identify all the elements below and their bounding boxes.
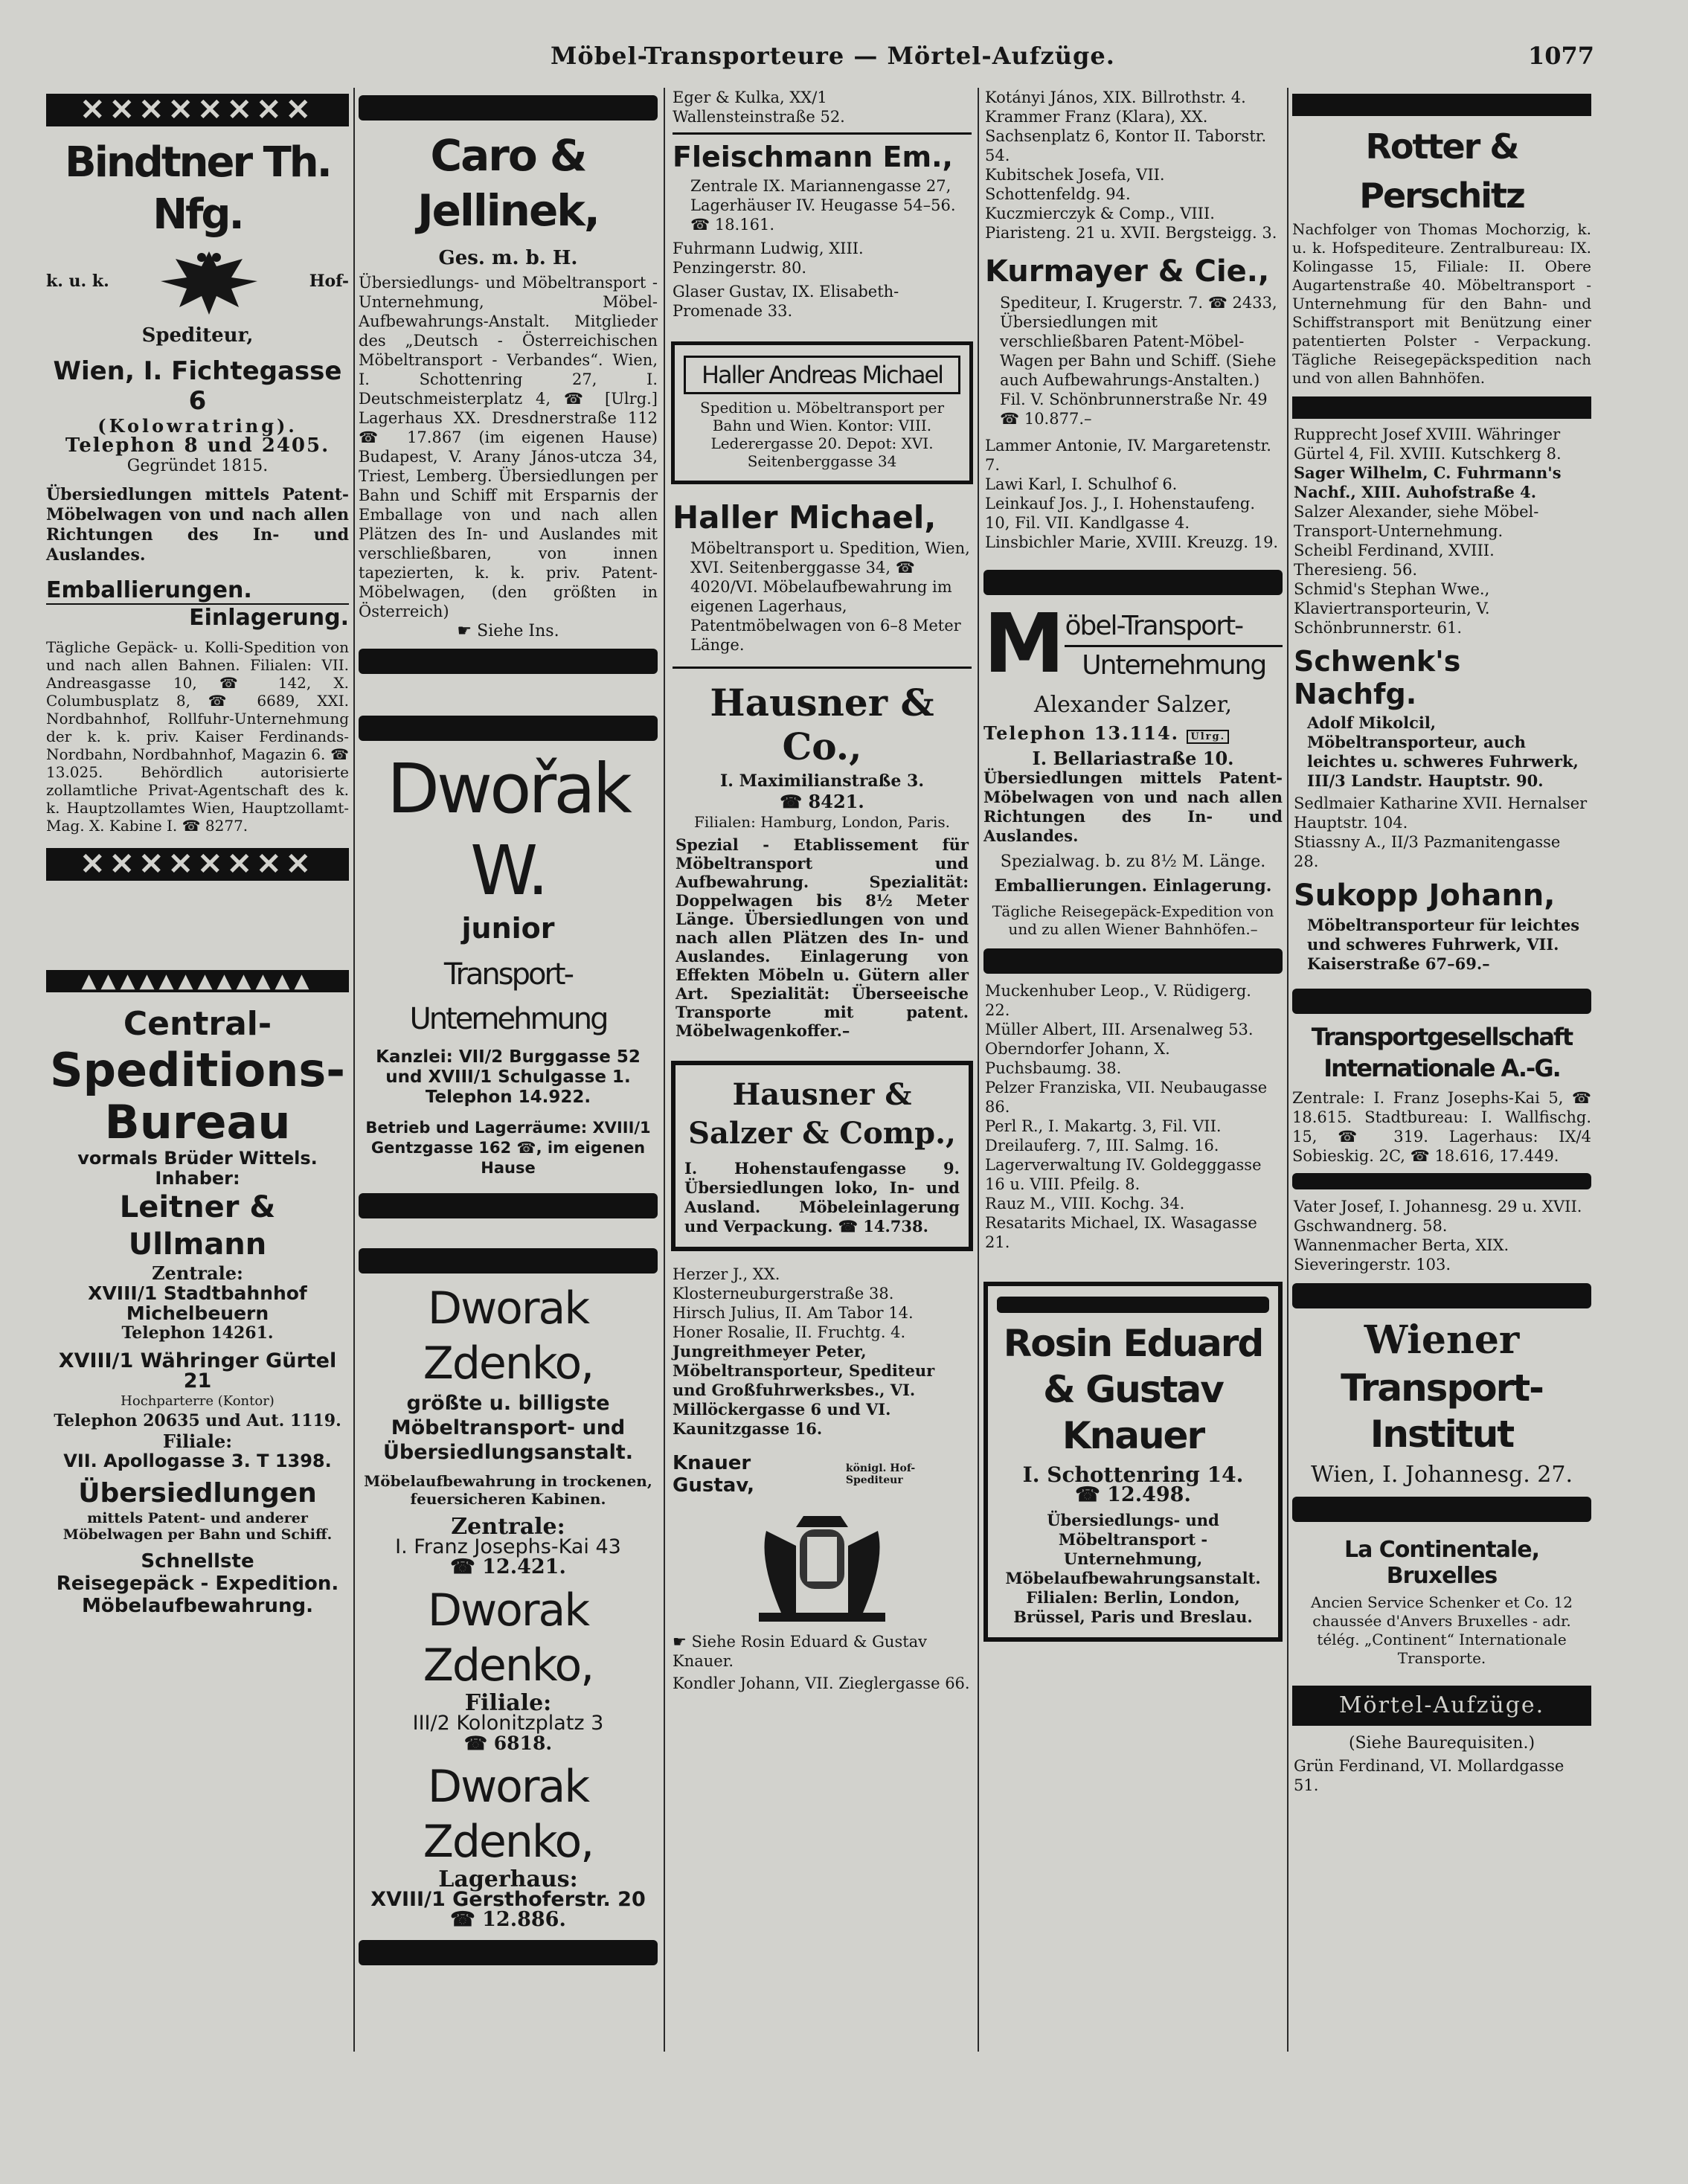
ad-body: Nachfolger von Thomas Mochorzig, k. u. k. Hofspediteure. Zentralbureau: IX. Kolingasse 15, Filiale: II. Obere Augartenstraße 40. Möbeltransport - Unternehmung für den Bahn- und Schiffstransport mit Benützung einer patentierten Polster - Verpackung. Tägliche Reisegepäckspedition nach und von allen Bahnhöfen. bbox=[1292, 220, 1591, 387]
listing-entry: Fuhrmann Ludwig, XIII. Penzingerstr. 80. bbox=[673, 240, 864, 277]
listing-title: Kurmayer & Cie., bbox=[985, 254, 1270, 289]
column-rule bbox=[1287, 88, 1289, 2052]
double-eagle-icon bbox=[153, 244, 265, 318]
ad-title: Transport-Institut bbox=[1341, 1366, 1543, 1456]
telephone: Telephon 14261. bbox=[121, 1323, 274, 1343]
listing-entry: Krammer Franz (Klara), XX. Sachsenplatz 6, Kontor II. Taborstr. 54. bbox=[985, 108, 1267, 164]
ad-subtitle: Ges. m. b. H. bbox=[438, 247, 578, 269]
column-3 bbox=[668, 88, 976, 2141]
section-label: Filiale: bbox=[162, 1430, 233, 1452]
ad-subtitle: vormals Brüder Wittels. bbox=[77, 1148, 318, 1169]
column-1 bbox=[43, 88, 352, 2141]
ad-body: Spedition u. Möbeltransport per Bahn und Wien. Kontor: VIII. Lederergasse 20. Depot: XVI. Seitenberggasse 34 bbox=[699, 399, 945, 470]
decorative-border: ✕✕✕✕✕✕✕✕ bbox=[46, 848, 349, 881]
ad-wiener-transport bbox=[1292, 1283, 1591, 1522]
ad-salzer bbox=[983, 570, 1283, 974]
decorative-bar bbox=[359, 649, 658, 674]
address: I. Maximilianstraße 3. bbox=[719, 771, 925, 791]
listing-subtitle: königl. Hof-Spediteur bbox=[845, 1462, 916, 1486]
listing-entry: Wannenmacher Berta, XIX. Sieveringerstr. 103. bbox=[1294, 1236, 1509, 1274]
ad-title: Bureau bbox=[104, 1095, 291, 1149]
address: XVIII/1 Stadtbahnhof Michelbeuern bbox=[88, 1282, 307, 1324]
page-header bbox=[0, 37, 1688, 74]
ad-heading: Schnellste bbox=[141, 1550, 254, 1573]
listing-entry: Rauz M., VIII. Kochg. 34. bbox=[985, 1195, 1185, 1213]
ad-dworak-w bbox=[359, 716, 658, 1218]
listing-title: Fleischmann Em., bbox=[673, 141, 953, 173]
listing-entry: Jungreithmeyer Peter, Möbeltransporteur, Spediteur und Großfuhrwerksbes., VI. Millöckergasse 6 und VI. Kaunitzgasse 16. bbox=[673, 1342, 935, 1438]
listing-title: Hausner & Co., bbox=[710, 681, 934, 768]
address: XVIII/1 Gersthoferstr. 20 bbox=[370, 1888, 646, 1911]
section-label: Filiale: bbox=[464, 1690, 552, 1716]
owner-name: Alexander Salzer, bbox=[1033, 692, 1233, 718]
listing-entry: Honer Rosalie, II. Fruchtg. 4. bbox=[673, 1323, 906, 1341]
ad-heading: Übersiedlungen bbox=[78, 1478, 317, 1509]
decorative-bar bbox=[1292, 989, 1591, 1014]
listing-entry: Kubitschek Josefa, VII. Schottenfeldg. 94. bbox=[985, 166, 1165, 203]
ad-title: Rosin Eduard & Gustav Knauer bbox=[1003, 1322, 1263, 1457]
column-rule bbox=[664, 88, 665, 2052]
divider bbox=[673, 667, 972, 669]
listing-entry: Vater Josef, I. Johannesg. 29 u. XVII. Gschwandnerg. 58. bbox=[1294, 1198, 1582, 1235]
einlagerung-heading: Einlagerung. bbox=[46, 603, 349, 631]
decorative-bar bbox=[983, 570, 1283, 595]
listing-entry: Grün Ferdinand, VI. Mollardgasse 51. bbox=[1294, 1757, 1565, 1794]
listing-entry: Herzer J., XX. Klosterneuburgerstraße 38. bbox=[673, 1265, 894, 1303]
listing-entry: Rupprecht Josef XVIII. Währinger Gürtel 4, Fil. XVIII. Kutschkerg 8. bbox=[1294, 425, 1562, 463]
ad-body: Tägliche Gepäck- u. Kolli-Spedition von und nach allen Bahnen. Filialen: VII. Andreasgasse 10, ☎ 142, X. Columbusplatz 8, ☎ 6689, XXI. Nordbahnhof, Rollfuhr-Unternehmung der k. k. priv. Kaiser Ferdinands-Nordbahn, Nordbahnhof, Magazin 6. ☎ 13.025. Behördlich autorisierte zollamtliche Privat-Agentschaft des k. k. Hauptzollamtes Wien, Hauptzollamt-Mag. X. Kabine I. ☎ 8277. bbox=[46, 638, 349, 835]
listing-entry: Stiassny A., II/3 Pazmanitengasse 28. bbox=[1294, 833, 1561, 870]
decorative-border: ✕✕✕✕✕✕✕✕ bbox=[46, 94, 349, 126]
cross-reference: (Siehe Baurequisiten.) bbox=[1348, 1734, 1535, 1753]
address: Wien, I. Fichtegasse 6 bbox=[53, 356, 342, 416]
ad-heading: Reisegepäck - Expedition. bbox=[56, 1573, 339, 1595]
decorative-bar bbox=[1292, 1497, 1591, 1522]
decorative-bar bbox=[997, 1297, 1269, 1313]
address: I. Schottenring 14. bbox=[1022, 1462, 1244, 1487]
address: I. Bellariastraße 10. bbox=[1032, 748, 1234, 769]
ad-body: Übersiedlungen mittels Patent-Möbelwagen von und nach allen Richtungen des In- und Auslandes. bbox=[46, 485, 349, 565]
listing-entry: Lawi Karl, I. Schulhof 6. bbox=[985, 475, 1178, 493]
listing-title: La Continentale, Bruxelles bbox=[1344, 1537, 1540, 1589]
cross-reference: ☛ Siehe Ins. bbox=[457, 622, 559, 640]
column-rule bbox=[353, 88, 355, 2052]
ad-body: Übersiedlungen mittels Patent-Möbelwagen von und nach allen Richtungen des In- und Auslandes. bbox=[983, 768, 1283, 845]
hof-label: Hof- bbox=[309, 272, 349, 291]
telephone: ☎ 12.498. bbox=[1075, 1483, 1191, 1506]
ad-title: Dworak Zdenko, bbox=[423, 1584, 594, 1692]
ad-hausner-salzer bbox=[671, 1061, 973, 1251]
decorative-bar bbox=[359, 716, 658, 741]
ad-title: Caro & Jellinek, bbox=[417, 130, 599, 236]
ad-body: I. Hohenstaufengasse 9. Übersiedlungen loko, In- und Ausland. Möbeleinlagerung und Verpackung. ☎ 14.738. bbox=[684, 1159, 960, 1236]
listing-entry: Resatarits Michael, IX. Wasagasse 21. bbox=[985, 1214, 1257, 1251]
ad-heading: Möbelaufbewahrung. bbox=[82, 1595, 313, 1617]
listing-entry: Kondler Johann, VII. Zieglergasse 66. bbox=[673, 1674, 970, 1692]
ad-haller-andreas bbox=[671, 341, 973, 484]
decorative-bar bbox=[983, 948, 1283, 974]
ad-title: Hausner & Salzer & Comp., bbox=[688, 1077, 956, 1151]
ad-central-speditions bbox=[46, 970, 349, 1617]
ad-title: Unternehmung bbox=[1065, 645, 1283, 684]
listing-entry: Oberndorfer Johann, X. Puchsbaumg. 38. bbox=[985, 1040, 1170, 1077]
page-number: 1077 bbox=[1528, 42, 1595, 70]
emballierungen-heading: Emballierungen. bbox=[46, 577, 252, 603]
ad-title: öbel-Transport- bbox=[1065, 611, 1243, 641]
decorative-bar bbox=[359, 95, 658, 121]
ad-body: Zentrale: I. Franz Josephs-Kai 5, ☎ 18.615. Stadtbureau: I. Wallfischg. 15, ☎ 319. Lagerhaus: IX/4 Sobieskig. 2C, ☎ 18.616, 17.449. bbox=[1292, 1089, 1591, 1165]
ad-dworak-zdenko bbox=[359, 1248, 658, 1965]
kuk-label: k. u. k. bbox=[46, 272, 109, 291]
ad-heading: Transport-Unternehmung bbox=[409, 957, 607, 1036]
listing-entry: Perl R., I. Makartg. 3, Fil. VII. Dreilauferg. 7, III. Salmg. 16. Lagerverwaltung IV. Goldegggasse 16 u. VIII. Pfeilg. 8. bbox=[985, 1117, 1262, 1193]
listing-entry: Hirsch Julius, II. Am Tabor 14. bbox=[673, 1304, 914, 1322]
listing-entry: Kuczmierczyk & Comp., VIII. Piaristeng. 21 u. XVII. Bergsteigg. 3. bbox=[985, 205, 1277, 242]
section-heading: Mörtel-Aufzüge. bbox=[1292, 1686, 1591, 1726]
telephone: ☎ 6818. bbox=[463, 1732, 553, 1754]
page-title: Möbel-Transporteure — Mörtel-Aufzüge. bbox=[551, 42, 1115, 70]
decorative-bar bbox=[1292, 1283, 1591, 1308]
address: Betrieb und Lagerräume: XVIII/1 Gentzgasse 162 ☎, im eigenen Hause bbox=[365, 1119, 651, 1177]
column-4 bbox=[981, 88, 1286, 2141]
address: VII. Apollogasse 3. T 1398. bbox=[63, 1451, 332, 1471]
address: Kanzlei: VII/2 Burggasse 52 und XVIII/1 Schulgasse 1. Telephon 14.922. bbox=[376, 1047, 641, 1107]
cross-reference: ☛ Siehe Rosin Eduard & Gustav Knauer. bbox=[673, 1633, 928, 1670]
decorative-bar bbox=[359, 1248, 658, 1274]
listing-title: Sukopp Johann, bbox=[1294, 879, 1556, 913]
ad-title: Speditions- bbox=[50, 1043, 345, 1097]
listing-entry: Scheibl Ferdinand, XVIII. Theresieng. 56. bbox=[1294, 542, 1495, 579]
section-label: Lagerhaus: bbox=[438, 1866, 578, 1892]
listing-title: Schwenk's Nachfg. bbox=[1294, 645, 1461, 710]
ad-body: Tägliche Reisegepäck-Expedition von und zu allen Wiener Bahnhöfen.– bbox=[992, 902, 1274, 938]
column-5 bbox=[1289, 88, 1594, 2141]
address: I. Franz Josephs-Kai 43 bbox=[395, 1535, 621, 1558]
address-note: (Kolowratring). bbox=[97, 415, 298, 437]
listing-entry: Schmid's Stephan Wwe., Klaviertransporteurin, V. Schönbrunnerstr. 61. bbox=[1294, 580, 1490, 637]
listing-entry: Spediteur, I. Krugerstr. 7. ☎ 2433, Übersiedlungen mit verschließbaren Patent-Möbel-Wagen per Bahn und Schiff. (Siehe auch Aufbewahrungs-Anstalten.) Fil. V. Schönbrunnerstraße Nr. 49 ☎ 10.877.– bbox=[1000, 294, 1277, 428]
founded-year: Gegründet 1815. bbox=[126, 457, 269, 475]
section-label: Zentrale: bbox=[152, 1262, 243, 1284]
telephone: ☎ 12.886. bbox=[450, 1908, 566, 1931]
listing-entry: Zentrale IX. Mariannengasse 27, Lagerhäuser IV. Heugasse 54–56. ☎ 18.161. bbox=[690, 177, 956, 234]
owner-name: Leitner & Ullmann bbox=[119, 1190, 276, 1262]
spediteur-label: Spediteur, bbox=[141, 324, 254, 347]
telephone: ☎ 8421. bbox=[780, 791, 864, 812]
listing-entry: Müller Albert, III. Arsenalweg 53. bbox=[985, 1021, 1254, 1038]
ad-subtitle: junior bbox=[461, 912, 555, 945]
ad-title: Transportgesellschaft Internationale A.-G. bbox=[1311, 1023, 1573, 1082]
listing-entry: Kotányi János, XIX. Billrothstr. 4. bbox=[985, 89, 1246, 106]
ad-title: Dwořak W. bbox=[387, 749, 629, 910]
listing-entry: Ancien Service Schenker et Co. 12 chaussée d'Anvers Bruxelles - adr. télég. „Continent“ Internationale Transporte. bbox=[1311, 1593, 1573, 1667]
listing-entry: Lammer Antonie, IV. Margaretenstr. 7. bbox=[985, 437, 1271, 474]
divider bbox=[673, 132, 972, 135]
section-label: Zentrale: bbox=[451, 1514, 565, 1540]
listing-entry: Sager Wilhelm, C. Fuhrmann's Nachf., XIII. Auhofstraße 4. bbox=[1294, 463, 1562, 501]
ad-body: mittels Patent- und anderer Möbelwagen per Bahn und Schiff. bbox=[62, 1510, 333, 1543]
decorative-bar bbox=[1292, 1173, 1591, 1189]
ad-body: Übersiedlungs- und Möbeltransport - Unternehmung, Möbel-Aufbewahrungs-Anstalt. Mitglieder des „Deutsch - Österreichischen Möbeltransport - Verbandes“. Wien, I. Schottenring 27, I. Deutschmeisterplatz 4, ☎ [Ulrg.] Lagerhaus XX. Dresdnerstraße 112 ☎ 17.867 (im eigenen Hause) Budapest, V. Arany János-utcza 34, Triest, Lemberg. Übersiedlungen per Bahn und Schiff mit Ersparnis der Emballage von und nach allen Plätzen des In- und Auslandes mit verschließbaren, von innen tapezierten, k. k. priv. Patent-Möbelwagen, (den größten in Österreich) bbox=[359, 274, 658, 620]
ad-body: Möbelaufbewahrung in trockenen, feuersicheren Kabinen. bbox=[364, 1472, 652, 1508]
listing-entry: Leinkauf Jos. J., I. Hohenstaufeng. 10, Fil. VII. Kandlgasse 4. bbox=[985, 495, 1256, 532]
listing-entry: Möbeltransporteur für leichtes und schweres Fuhrwerk, VII. Kaiserstraße 67–69.– bbox=[1307, 916, 1580, 973]
listing-entry: Spezial - Etablissement für Möbeltransport und Aufbewahrung. Spezialität: Doppelwagen bis 8½ Meter Länge. Übersiedlungen von und nach allen Plätzen des In- und Auslandes. Einlagerung von Effekten Möbeln u. Gütern aller Art. Spezialität: Überseeische Transporte mit patent. Möbelwagenkoffer.– bbox=[675, 835, 969, 1040]
owner-label: Inhaber: bbox=[155, 1168, 240, 1189]
ad-title: Bindtner Th. Nfg. bbox=[65, 138, 330, 239]
royal-crest-icon bbox=[737, 1501, 908, 1628]
listing-entry: Möbeltransport u. Spedition, Wien, XVI. Seitenberggasse 34, ☎ 4020/VI. Möbelaufbewahrung im eigenen Lagerhaus, Patentmöbelwagen von 6–8 Meter Länge. bbox=[690, 539, 970, 654]
telephone: ☎ 12.421. bbox=[450, 1555, 566, 1578]
ad-title: Wiener bbox=[1364, 1317, 1520, 1363]
ad-rotter bbox=[1292, 94, 1591, 419]
ad-rosin-knauer bbox=[983, 1282, 1283, 1642]
telephone: Telephon 13.114. bbox=[983, 722, 1180, 744]
drop-cap: M bbox=[983, 596, 1065, 691]
telephone: Telephon 20635 und Aut. 1119. bbox=[54, 1411, 341, 1430]
ad-title: Central- bbox=[123, 1005, 272, 1043]
address: III/2 Kolonitzplatz 3 bbox=[412, 1712, 604, 1735]
ad-transportgesellschaft bbox=[1292, 989, 1591, 1189]
listing-entry: Glaser Gustav, IX. Elisabeth-Promenade 33. bbox=[673, 283, 899, 320]
listing-title: Knauer Gustav, bbox=[673, 1452, 755, 1497]
decorative-bar bbox=[359, 1193, 658, 1218]
address: Wien, I. Johannesg. 27. bbox=[1310, 1462, 1573, 1488]
column-rule bbox=[978, 88, 979, 2052]
decorative-border bbox=[1292, 396, 1591, 419]
decorative-border: ▲▲▲▲▲▲▲▲▲▲▲▲ bbox=[46, 970, 349, 992]
address-note: Hochparterre (Kontor) bbox=[121, 1393, 275, 1409]
decorative-border bbox=[1292, 94, 1591, 116]
listing-entry: Filialen: Hamburg, London, Paris. bbox=[694, 813, 950, 831]
address: XVIII/1 Währinger Gürtel 21 bbox=[58, 1349, 337, 1393]
ad-body: Übersiedlungs- und Möbeltransport - Unternehmung, Möbelaufbewahrungsanstalt. Filialen: Berlin, London, Brüssel, Paris und Breslau. bbox=[1005, 1511, 1261, 1626]
listing-entry: Muckenhuber Leop., V. Rüdigerg. 22. bbox=[985, 982, 1251, 1019]
listing-entry: Linsbichler Marie, XVIII. Kreuzg. 19. bbox=[985, 533, 1279, 551]
registered-mark-icon: Ulrg. bbox=[1187, 730, 1229, 744]
ad-body: Emballierungen. Einlagerung. bbox=[994, 876, 1272, 896]
listing-title: Haller Michael, bbox=[673, 499, 937, 536]
knauer-heading bbox=[673, 1452, 972, 1497]
telephone: Telephon 8 und 2405. bbox=[65, 434, 330, 457]
ad-title: Dworak Zdenko, bbox=[423, 1761, 594, 1868]
listing-entry: Salzer Alexander, siehe Möbel-Transport-Unternehmung. bbox=[1294, 503, 1539, 540]
decorative-bar bbox=[359, 1940, 658, 1965]
column-2 bbox=[356, 88, 661, 2141]
ad-bindtner bbox=[46, 94, 349, 881]
listing-entry: Sedlmaier Katharine XVII. Hernalser Hauptstr. 104. bbox=[1294, 794, 1588, 832]
ad-body: größte u. billigste Möbeltransport- und Übersiedlungsanstalt. bbox=[383, 1392, 633, 1464]
listing-entry: Adolf Mikolcil, Möbeltransporteur, auch leichtes u. schweres Fuhrwerk, III/3 Landstr. Hauptstr. 90. bbox=[1307, 713, 1579, 790]
ad-title: Haller Andreas Michael bbox=[684, 356, 960, 394]
ad-title: Dworak Zdenko, bbox=[423, 1282, 594, 1390]
ad-caro-jellinek bbox=[359, 95, 658, 674]
ad-title: Rotter & Perschitz bbox=[1359, 126, 1524, 216]
listing-entry: Eger & Kulka, XX/1 Wallensteinstraße 52. bbox=[673, 89, 845, 126]
listing-entry: Pelzer Franziska, VII. Neubaugasse 86. bbox=[985, 1079, 1268, 1116]
ad-body: Spezialwag. b. zu 8½ M. Länge. bbox=[1000, 852, 1266, 871]
